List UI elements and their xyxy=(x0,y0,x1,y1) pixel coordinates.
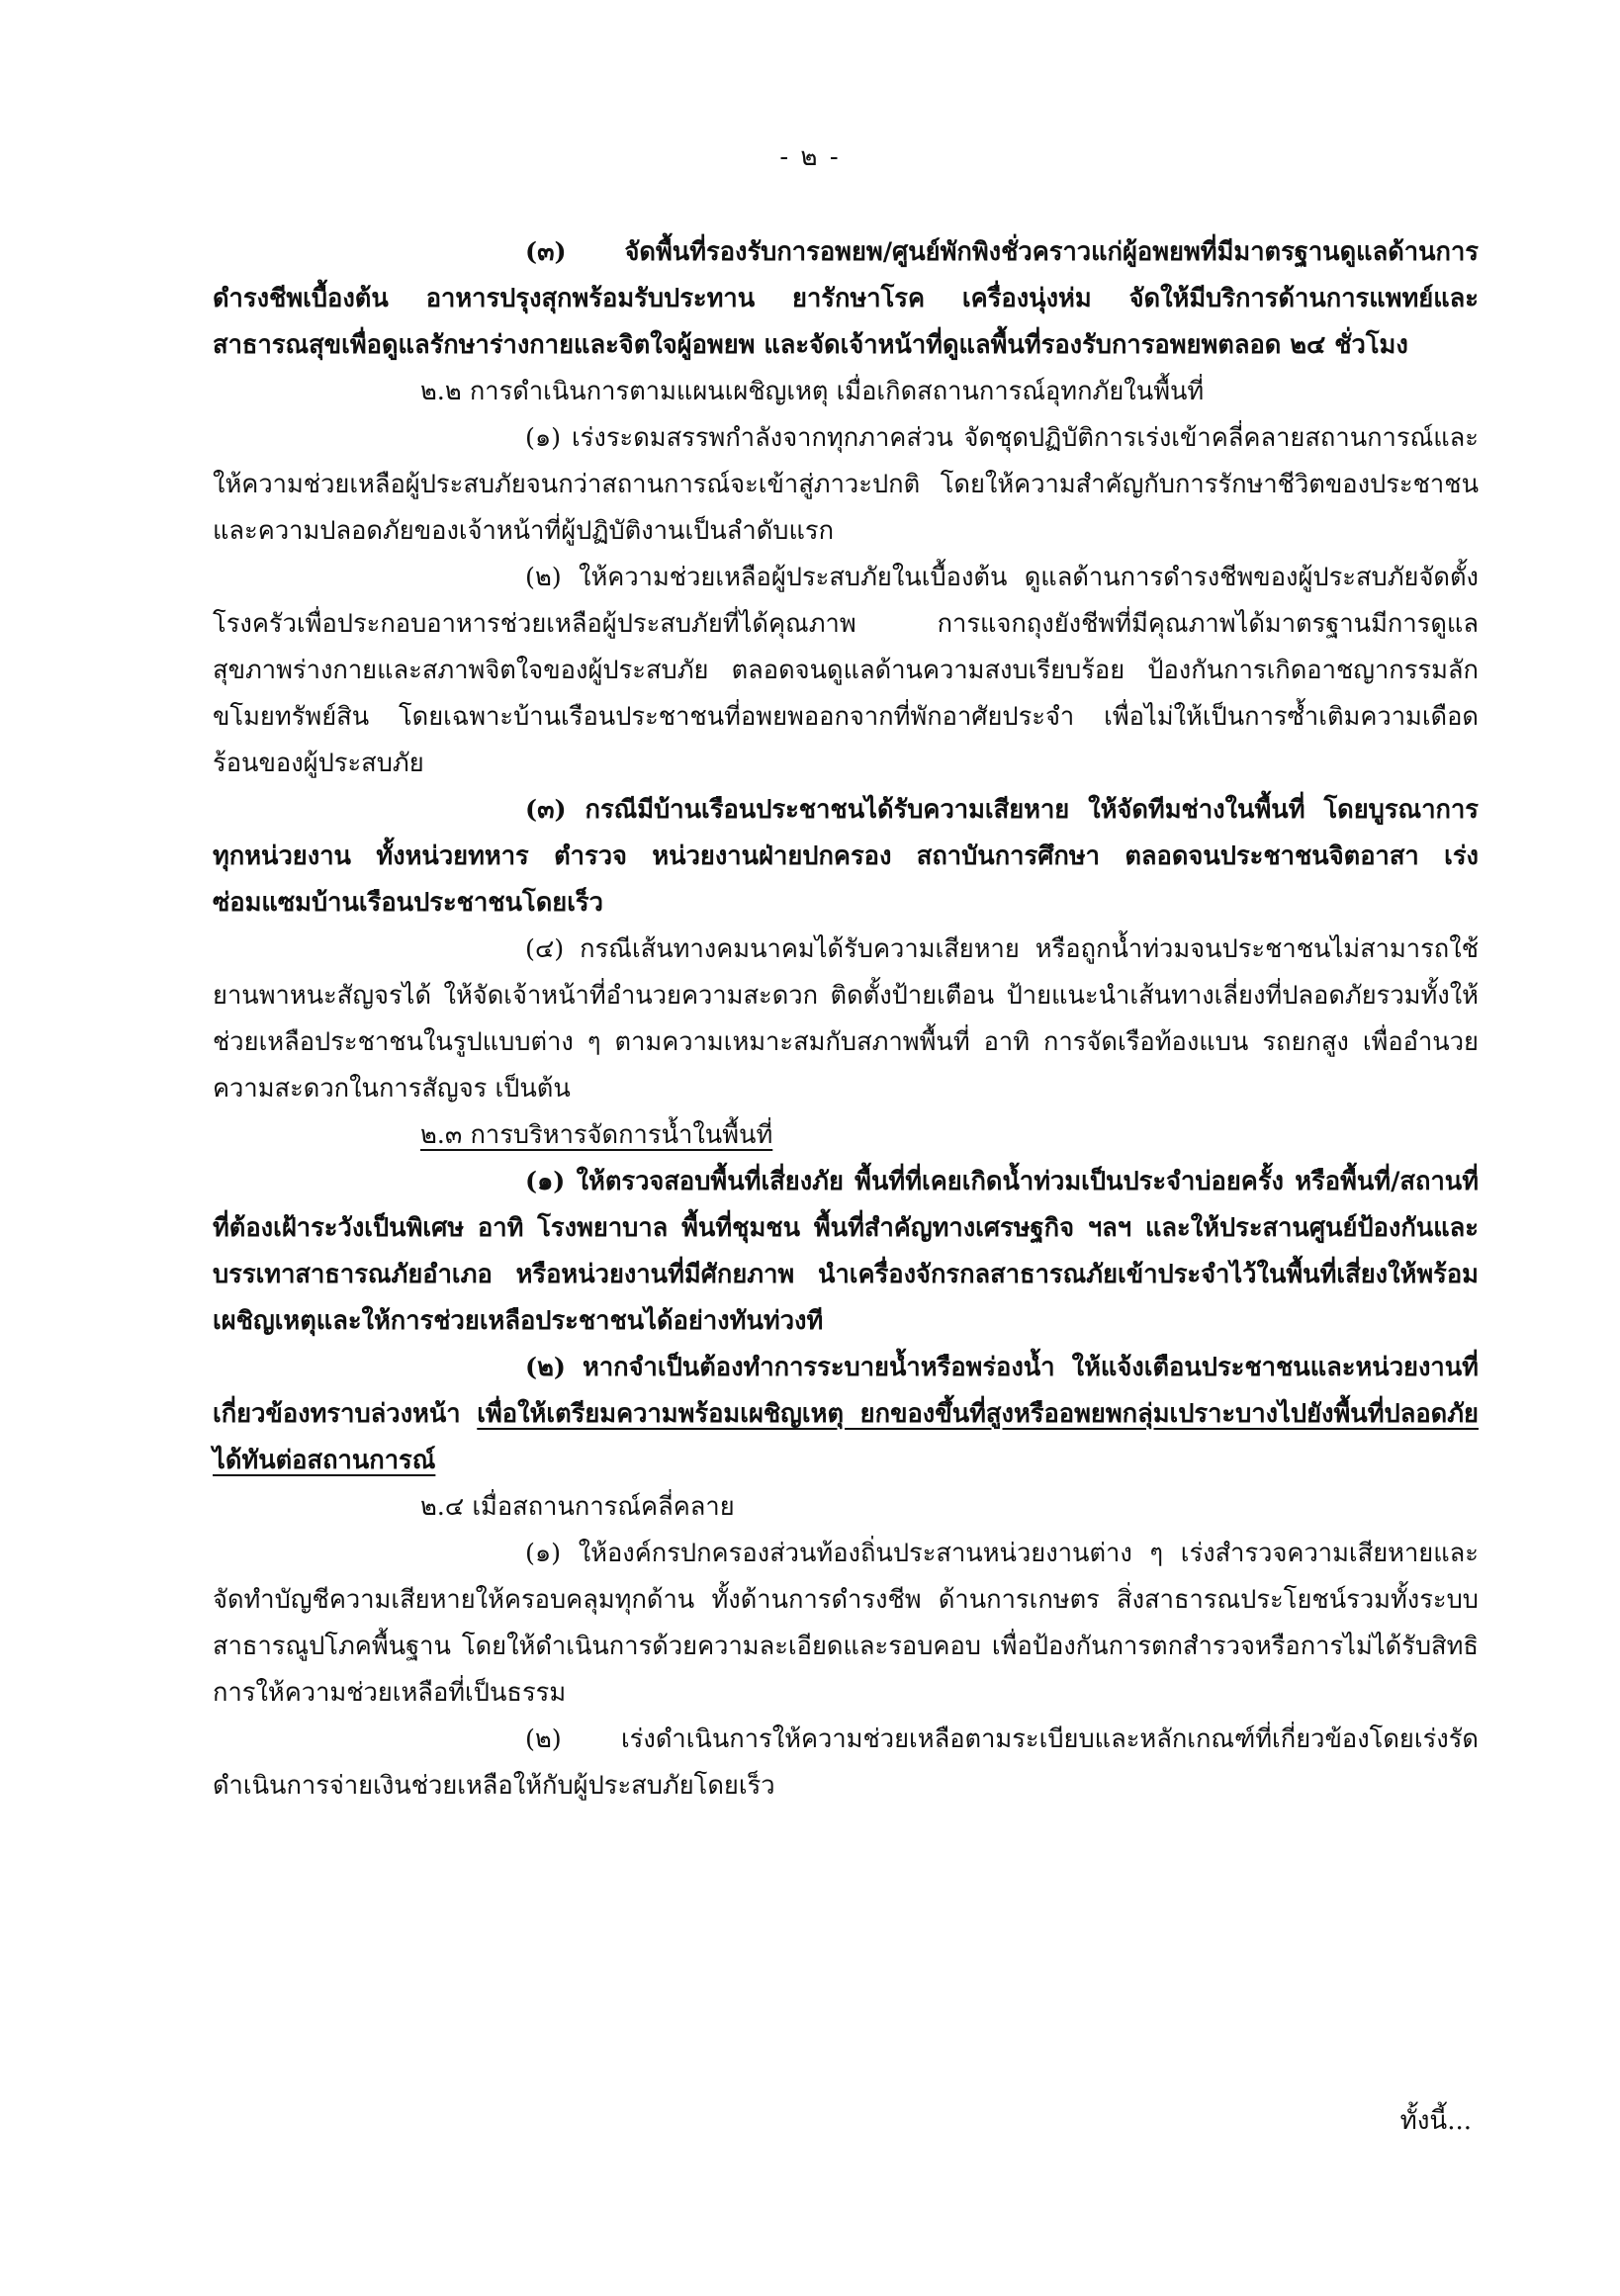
paragraph-expedite-payment: (๒) เร่งดำเนินการให้ความช่วยเหลือตามระเบียบและหลักเกณฑ์ที่เกี่ยวข้องโดยเร่งรัดดำเนินการจ่ายเงินช่วยเหลือให้กับผู้ประสบภัยโดยเร็ว xyxy=(213,1724,1479,1801)
continuation-text: ทั้งนี้... xyxy=(1399,2106,1472,2136)
section-heading-2-2: ๒.๒ การดำเนินการตามแผนเผชิญเหตุ เมื่อเกิดสถานการณ์อุทกภัยในพื้นที่ xyxy=(420,377,1205,406)
section-heading-2-3: ๒.๓ การบริหารจัดการน้ำในพื้นที่ xyxy=(420,1120,773,1150)
paragraph-water-release-warning xyxy=(213,1345,1479,1484)
paragraph-mobilize-resources: (๑) เร่งระดมสรรพกำลังจากทุกภาคส่วน จัดชุดปฏิบัติการเร่งเข้าคลี่คลายสถานการณ์และให้ความช่วยเหลือผู้ประสบภัยจนกว่าสถานการณ์จะเข้าสู่ภาวะปกติ โดยให้ความสำคัญกับการรักษาชีวิตของประชาชนและความปลอดภัยของเจ้าหน้าที่ผู้ปฏิบัติงานเป็นลำดับแรก xyxy=(213,423,1479,546)
paragraph-risk-area-inspection: (๑) ให้ตรวจสอบพื้นที่เสี่ยงภัย พื้นที่ที่เคยเกิดน้ำท่วมเป็นประจำบ่อยครั้ง หรือพื้นที่/สถานที่ที่ต้องเฝ้าระวังเป็นพิเศษ อาทิ โรงพยาบาล พื้นที่ชุมชน พื้นที่สำคัญทางเศรษฐกิจ ฯลฯ และให้ประสานศูนย์ป้องกันและบรรเทาสาธารณภัยอำเภอ หรือหน่วยงานที่มีศักยภาพ นำเครื่องจักรกลสาธารณภัยเข้าประจำไว้ในพื้นที่เสี่ยงให้พร้อมเผชิญเหตุและให้การช่วยเหลือประชาชนได้อย่างทันท่วงที xyxy=(213,1167,1479,1336)
water-release-warning-text: (๒) หากจำเป็นต้องทำการระบายน้ำหรือพร่องน้ำ ให้แจ้งเตือนประชาชนและหน่วยงานที่เกี่ยวข้องทราบล่วงหน้า xyxy=(213,1353,1479,1429)
paragraph-damage-survey: (๑) ให้องค์กรปกครองส่วนท้องถิ่นประสานหน่วยงานต่าง ๆ เร่งสำรวจความเสียหายและจัดทำบัญชีความเสียหายให้ครอบคลุมทุกด้าน ทั้งด้านการดำรงชีพ ด้านการเกษตร สิ่งสาธารณประโยชน์รวมทั้งระบบสาธารณูปโภคพื้นฐาน โดยให้ดำเนินการด้วยความละเอียดและรอบคอบ เพื่อป้องกันการตกสำรวจหรือการไม่ได้รับสิทธิการให้ความช่วยเหลือที่เป็นธรรม xyxy=(213,1539,1479,1708)
section-heading-2-4: ๒.๔ เมื่อสถานการณ์คลี่คลาย xyxy=(420,1492,735,1522)
water-release-underlined-text: เพื่อให้เตรียมความพร้อมเผชิญเหตุ ยกของขึ้นที่สูงหรืออพยพกลุ่มเปราะบางไปยังพื้นที่ปลอดภัยได้ทันต่อสถานการณ์ xyxy=(213,1399,1479,1475)
paragraph-initial-assistance: (๒) ให้ความช่วยเหลือผู้ประสบภัยในเบื้องต้น ดูแลด้านการดำรงชีพของผู้ประสบภัยจัดตั้งโรงครัวเพื่อประกอบอาหารช่วยเหลือผู้ประสบภัยที่ได้คุณภาพ การแจกถุงยังชีพที่มีคุณภาพได้มาตรฐานมีการดูแลสุขภาพร่างกายและสภาพจิตใจของผู้ประสบภัย ตลอดจนดูแลด้านความสงบเรียบร้อย ป้องกันการเกิดอาชญากรรมลักขโมยทรัพย์สิน โดยเฉพาะบ้านเรือนประชาชนที่อพยพออกจากที่พักอาศัยประจำ เพื่อไม่ให้เป็นการซ้ำเติมความเดือดร้อนของผู้ประสบภัย xyxy=(213,563,1479,778)
paragraph-evacuation-shelter: (๓) จัดพื้นที่รองรับการอพยพ/ศูนย์พักพิงชั่วคราวแก่ผู้อพยพที่มีมาตรฐานดูแลด้านการดำรงชีพเบื้องต้น อาหารปรุงสุกพร้อมรับประทาน ยารักษาโรค เครื่องนุ่งห่ม จัดให้มีบริการด้านการแพทย์และสาธารณสุขเพื่อดูแลรักษาร่างกายและจิตใจผู้อพยพ และจัดเจ้าหน้าที่ดูแลพื้นที่รองรับการอพยพตลอด ๒๔ ชั่วโมง xyxy=(213,237,1479,360)
paragraph-house-repair: (๓) กรณีมีบ้านเรือนประชาชนได้รับความเสียหาย ให้จัดทีมช่างในพื้นที่ โดยบูรณาการทุกหน่วยงาน ทั้งหน่วยทหาร ตำรวจ หน่วยงานฝ่ายปกครอง สถาบันการศึกษา ตลอดจนประชาชนจิตอาสา เร่งซ่อมแซมบ้านเรือนประชาชนโดยเร็ว xyxy=(213,795,1479,918)
paragraph-transport-routes: (๔) กรณีเส้นทางคมนาคมได้รับความเสียหาย หรือถูกน้ำท่วมจนประชาชนไม่สามารถใช้ยานพาหนะสัญจรได้ ให้จัดเจ้าหน้าที่อำนวยความสะดวก ติดตั้งป้ายเตือน ป้ายแนะนำเส้นทางเลี่ยงที่ปลอดภัยรวมทั้งให้ช่วยเหลือประชาชนในรูปแบบต่าง ๆ ตามความเหมาะสมกับสภาพพื้นที่ อาทิ การจัดเรือท้องแบน รถยกสูง เพื่ออำนวยความสะดวกในการสัญจร เป็นต้น xyxy=(213,934,1479,1104)
page-number: - ๒ - xyxy=(779,142,841,172)
document-body xyxy=(213,229,1479,1810)
